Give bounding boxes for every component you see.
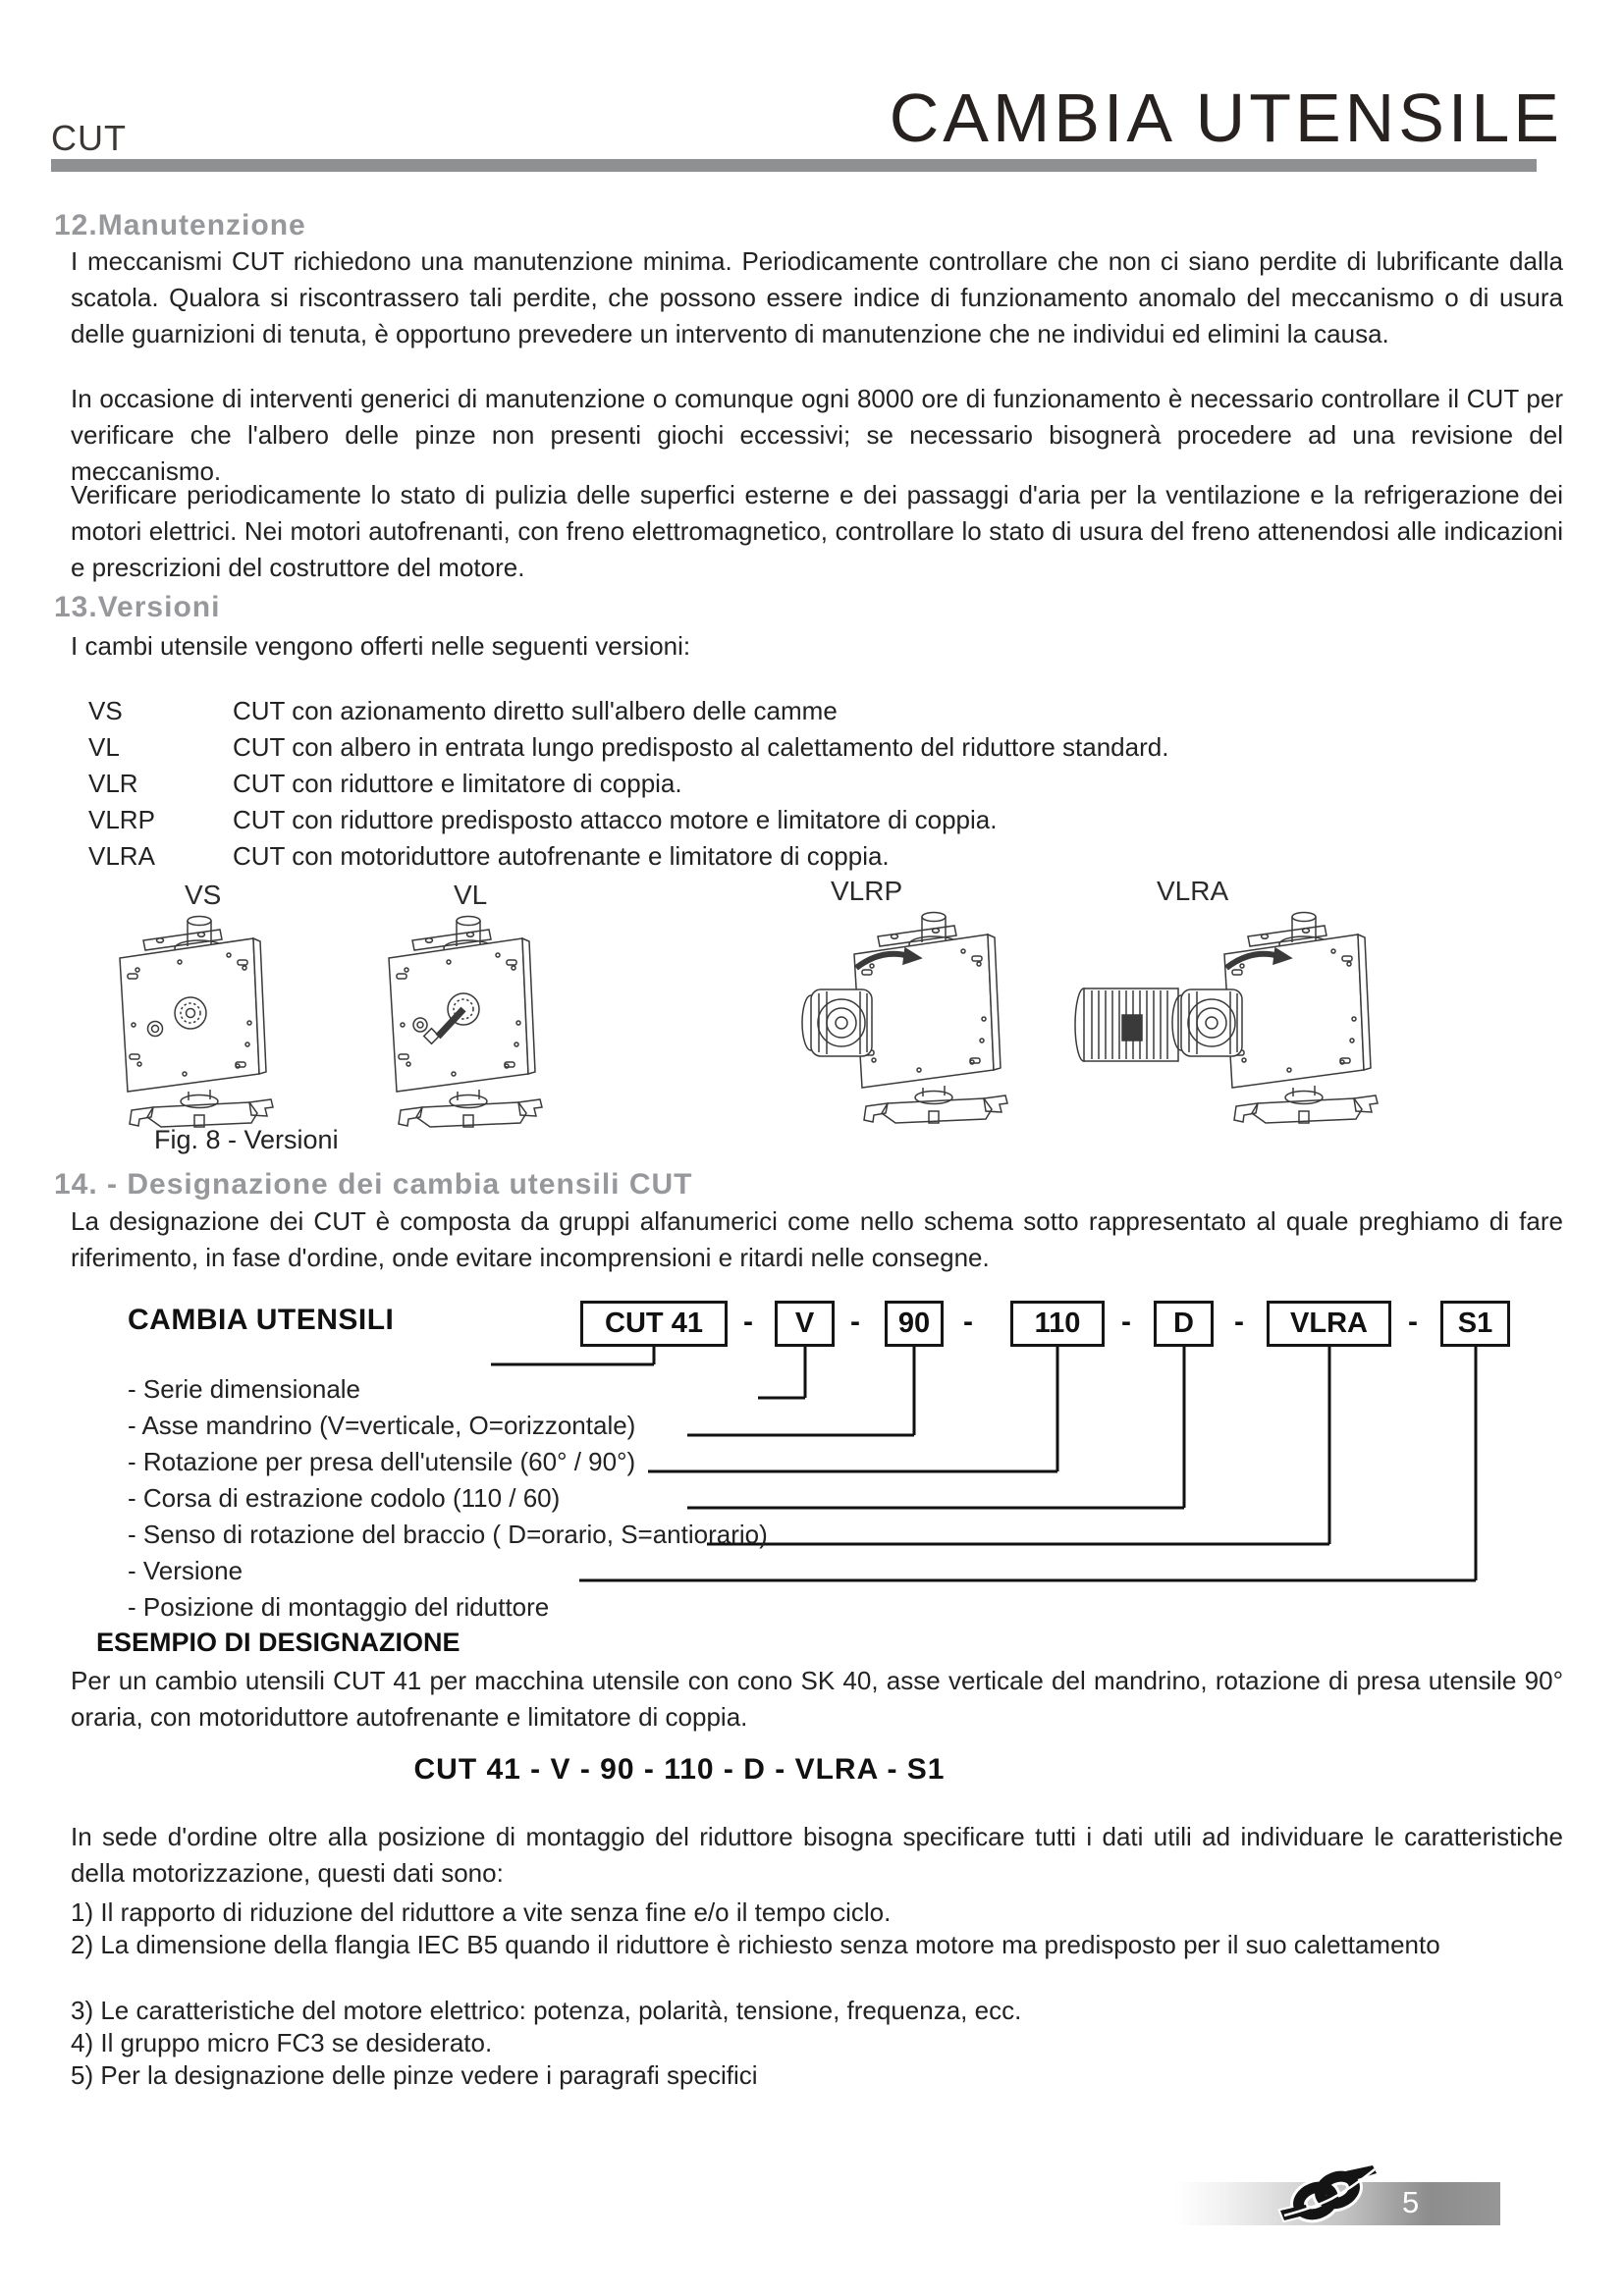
scheme-label: CAMBIA UTENSILI	[128, 1304, 395, 1336]
legend-item-rotation: - Rotazione per presa dell'utensile (60° / 90°)	[128, 1447, 636, 1476]
cut-vlra-drawing-icon	[1068, 907, 1407, 1138]
legend-item-series: - Serie dimensionale	[128, 1374, 361, 1404]
example-paragraph: Per un cambio utensili CUT 41 per macchina utensile con cono SK 40, asse verticale del mandrino, rotazione di presa utensile 90° oraria, con motoriduttore autofrenante e limitatore di coppia.	[71, 1666, 1563, 1732]
designation-box-rotation: 90	[885, 1301, 944, 1347]
version-code: VL	[88, 732, 120, 762]
section-12-paragraph-2: In occasione di interventi generici di manutenzione o comunque ogni 8000 ore di funzionamento è necessario controllare il CUT per verificare che l'albero delle pinze non presenti giochi eccessivi; se necessario bisognerà procedere ad una revisione del meccanismo.	[71, 384, 1563, 486]
scheme-legend	[128, 1374, 768, 1629]
legend-item-axis: - Asse mandrino (V=verticale, O=orizzontale)	[128, 1411, 636, 1440]
example-heading: ESEMPIO DI DESIGNAZIONE	[96, 1628, 460, 1657]
scheme-separator: -	[850, 1306, 860, 1338]
version-code: VLRA	[88, 841, 155, 871]
page-title: CAMBIA UTENSILE	[889, 80, 1563, 156]
cut-vlrp-drawing-icon	[791, 907, 1037, 1138]
figure-label-vs: VS	[185, 880, 222, 910]
section-14-intro: La designazione dei CUT è composta da gruppi alfanumerici come nello schema sotto rappresentato al quale preghiamo di fare riferimento, in fase d'ordine, onde evitare incomprensioni e ritardi nelle consegne.	[71, 1206, 1563, 1272]
order-item-3: 3) Le caratteristiche del motore elettrico: potenza, polarità, tensione, frequenza, ecc.	[71, 1996, 1022, 2025]
designation-box-version: VLRA	[1267, 1301, 1391, 1347]
order-item-2: 2) La dimensione della flangia IEC B5 quando il riduttore è richiesto senza motore ma predisposto per il suo calettamento	[71, 1930, 1440, 1959]
knot-logo-icon	[1274, 2160, 1382, 2235]
order-item-4: 4) Il gruppo micro FC3 se desiderato.	[71, 2028, 493, 2057]
scheme-separator: -	[1234, 1306, 1244, 1338]
header-product-code: CUT	[51, 118, 127, 158]
order-intro: In sede d'ordine oltre alla posizione di montaggio del riduttore bisogna specificare tutti i dati utili ad individuare le caratteristiche della motorizzazione, questi dati sono:	[71, 1822, 1563, 1888]
designation-box-axis: V	[775, 1301, 835, 1347]
designation-box-series: CUT 41	[580, 1301, 728, 1347]
figure-label-vl: VL	[454, 880, 488, 910]
legend-item-version: - Versione	[128, 1556, 244, 1585]
section-13-heading: 13.Versioni	[54, 591, 221, 623]
legend-item-direction: - Senso di rotazione del braccio ( D=orario, S=antiorario)	[128, 1520, 768, 1549]
order-item-5: 5) Per la designazione delle pinze vedere i paragrafi specifici	[71, 2060, 758, 2090]
order-item-1: 1) Il rapporto di riduzione del riduttore a vite senza fine e/o il tempo ciclo.	[71, 1897, 892, 1927]
scheme-separator: -	[743, 1306, 753, 1338]
version-code: VS	[88, 696, 123, 725]
version-code: VLRP	[88, 805, 155, 834]
legend-item-stroke: - Corsa di estrazione codolo (110 / 60)	[128, 1483, 561, 1513]
section-12-heading: 12.Manutenzione	[54, 209, 306, 241]
version-code: VLR	[88, 769, 138, 798]
designation-box-stroke: 110	[1010, 1301, 1105, 1347]
version-desc: CUT con albero in entrata lungo predisposto al calettamento del riduttore standard.	[233, 732, 1169, 762]
figure-caption: Fig. 8 - Versioni	[154, 1125, 339, 1154]
section-12-paragraph-3: Verificare periodicamente lo stato di pulizia delle superfici esterne e dei passaggi d'aria per la ventilazione e la refrigerazione dei motori elettrici. Nei motori autofrenanti, con freno elettromagnetico, controllare lo stato di usura del freno attenendosi alle indicazioni e prescrizioni del costruttore del motore.	[71, 480, 1563, 582]
scheme-separator: -	[963, 1306, 973, 1338]
version-desc: CUT con azionamento diretto sull'albero delle camme	[233, 696, 838, 725]
scheme-separator: -	[1121, 1306, 1131, 1338]
header-rule	[51, 159, 1537, 172]
section-12-paragraph-1: I meccanismi CUT richiedono una manutenzione minima. Periodicamente controllare che non ci siano perdite di lubrificante dalla scatola. Qualora si riscontrassero tali perdite, che possono essere indice di funzionamento anomalo del meccanismo o di usura delle guarnizioni di tenuta, è opportuno prevedere un intervento di manutenzione che ne individui ed elimini la causa.	[71, 246, 1563, 348]
cut-vl-drawing-icon	[375, 911, 571, 1142]
section-13-intro: I cambi utensile vengono offerti nelle seguenti versioni:	[71, 631, 691, 661]
scheme-separator: -	[1408, 1306, 1418, 1338]
version-desc: CUT con motoriduttore autofrenante e limitatore di coppia.	[233, 841, 890, 871]
figure-label-vlrp: VLRP	[831, 876, 903, 906]
section-14-heading: 14. - Designazione dei cambia utensili CUT	[54, 1168, 693, 1201]
cut-vs-drawing-icon	[106, 911, 302, 1142]
versions-list	[88, 693, 1561, 875]
example-designation-code: CUT 41 - V - 90 - 110 - D - VLRA - S1	[413, 1753, 946, 1786]
version-desc: CUT con riduttore e limitatore di coppia.	[233, 769, 682, 798]
legend-item-mounting: - Posizione di montaggio del riduttore	[128, 1592, 550, 1622]
figure-label-vlra: VLRA	[1157, 876, 1229, 906]
version-desc: CUT con riduttore predisposto attacco motore e limitatore di coppia.	[233, 805, 998, 834]
designation-box-mounting: S1	[1440, 1301, 1510, 1347]
page-number: 5	[1402, 2185, 1420, 2219]
designation-box-direction: D	[1154, 1301, 1214, 1347]
